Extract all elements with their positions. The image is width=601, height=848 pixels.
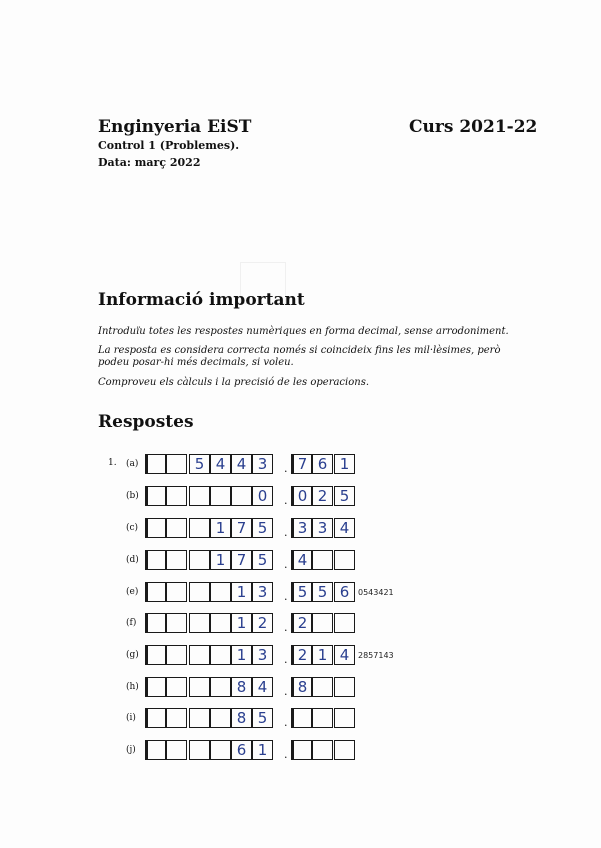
- integer-digit-box[interactable]: [210, 582, 231, 602]
- decimal-point: .: [284, 716, 288, 729]
- integer-digit-box[interactable]: 5: [252, 708, 273, 728]
- extra-decimals: 2857143: [358, 651, 394, 660]
- decimal-point: .: [284, 558, 288, 571]
- decimal-digit-box[interactable]: [312, 613, 333, 633]
- decimal-digit-box[interactable]: 1: [312, 645, 333, 665]
- integer-digit-box[interactable]: [145, 708, 166, 728]
- exam-subtitle: Control 1 (Problemes).: [98, 139, 240, 152]
- integer-digit-box[interactable]: 1: [231, 613, 252, 633]
- decimal-digit-box[interactable]: 5: [334, 486, 355, 506]
- integer-digit-box[interactable]: [145, 582, 166, 602]
- integer-digit-box[interactable]: 1: [252, 740, 273, 760]
- integer-digit-box[interactable]: [166, 677, 187, 697]
- decimal-digit-box[interactable]: 2: [291, 645, 312, 665]
- answers-title: Respostes: [98, 412, 194, 432]
- integer-digit-box[interactable]: [145, 740, 166, 760]
- decimal-digit-box[interactable]: 5: [291, 582, 312, 602]
- integer-digit-box[interactable]: 8: [231, 708, 252, 728]
- decimal-digit-box[interactable]: [312, 708, 333, 728]
- integer-digit-box[interactable]: [189, 708, 210, 728]
- answer-label: (b): [126, 491, 139, 501]
- integer-digit-box[interactable]: 7: [231, 550, 252, 570]
- decimal-digit-box[interactable]: 4: [334, 518, 355, 538]
- integer-digit-box[interactable]: 1: [231, 645, 252, 665]
- integer-digit-box[interactable]: 4: [252, 677, 273, 697]
- decimal-digit-box[interactable]: [312, 677, 333, 697]
- question-number: 1.: [108, 458, 117, 468]
- integer-digit-box[interactable]: 0: [252, 486, 273, 506]
- decimal-digit-box[interactable]: 8: [291, 677, 312, 697]
- decimal-point: .: [284, 526, 288, 539]
- integer-digit-box[interactable]: [189, 518, 210, 538]
- decimal-digit-box[interactable]: [334, 708, 355, 728]
- decimal-digit-box[interactable]: [334, 677, 355, 697]
- decimal-digit-box[interactable]: [312, 550, 333, 570]
- decimal-digit-box[interactable]: [334, 740, 355, 760]
- integer-digit-box[interactable]: [210, 486, 231, 506]
- integer-digit-box[interactable]: [210, 740, 231, 760]
- integer-digit-box[interactable]: [210, 645, 231, 665]
- integer-digit-box[interactable]: 4: [210, 454, 231, 474]
- answer-row: [0, 518, 601, 540]
- course-year: Curs 2021-22: [409, 117, 538, 137]
- answer-label: (a): [126, 459, 139, 469]
- decimal-digit-box[interactable]: [312, 740, 333, 760]
- answer-label: (j): [126, 745, 136, 755]
- integer-digit-box[interactable]: [210, 708, 231, 728]
- integer-digit-box[interactable]: [210, 677, 231, 697]
- integer-digit-box[interactable]: 5: [189, 454, 210, 474]
- extra-decimals: 0543421: [358, 588, 394, 597]
- answer-label: (e): [126, 587, 139, 597]
- decimal-digit-box[interactable]: 4: [291, 550, 312, 570]
- answer-label: (g): [126, 650, 139, 660]
- answer-row: [0, 582, 601, 604]
- answer-label: (f): [126, 618, 137, 628]
- decimal-point: .: [284, 748, 288, 761]
- exam-date: Data: març 2022: [98, 156, 201, 169]
- info-line-1: Introduïu totes les respostes numèriques en forma decimal, sense arrodoniment.: [98, 326, 509, 337]
- integer-digit-box[interactable]: [145, 645, 166, 665]
- integer-digit-box[interactable]: [145, 518, 166, 538]
- integer-digit-box[interactable]: [166, 486, 187, 506]
- decimal-digit-box[interactable]: 2: [312, 486, 333, 506]
- integer-digit-box[interactable]: 1: [210, 518, 231, 538]
- integer-digit-box[interactable]: 1: [210, 550, 231, 570]
- answer-label: (c): [126, 523, 139, 533]
- decimal-digit-box[interactable]: 3: [291, 518, 312, 538]
- integer-digit-box[interactable]: [189, 645, 210, 665]
- integer-digit-box[interactable]: 6: [231, 740, 252, 760]
- answer-row: [0, 740, 601, 762]
- integer-digit-box[interactable]: [145, 550, 166, 570]
- answer-label: (d): [126, 555, 139, 565]
- info-title: Informació important: [98, 290, 305, 310]
- decimal-point: .: [284, 685, 288, 698]
- answer-row: [0, 454, 601, 476]
- decimal-digit-box[interactable]: 6: [334, 582, 355, 602]
- integer-digit-box[interactable]: [189, 550, 210, 570]
- answer-row: [0, 677, 601, 699]
- decimal-digit-box[interactable]: 4: [334, 645, 355, 665]
- integer-digit-box[interactable]: [145, 454, 166, 474]
- integer-digit-box[interactable]: 5: [252, 518, 273, 538]
- answer-row: [0, 486, 601, 508]
- integer-digit-box[interactable]: [166, 613, 187, 633]
- info-line-3: Comproveu els càlculs i la precisió de les operacions.: [98, 377, 370, 388]
- answer-label: (h): [126, 682, 139, 692]
- integer-digit-box[interactable]: [145, 677, 166, 697]
- integer-digit-box[interactable]: [166, 454, 187, 474]
- decimal-digit-box[interactable]: 5: [312, 582, 333, 602]
- integer-digit-box[interactable]: 3: [252, 454, 273, 474]
- integer-digit-box[interactable]: [166, 645, 187, 665]
- integer-digit-box[interactable]: [189, 740, 210, 760]
- answer-row: [0, 708, 601, 730]
- integer-digit-box[interactable]: [145, 486, 166, 506]
- info-line-2: La resposta es considera correcta només si coincideix fins les mil·lèsimes, però podeu posar-hi més decimals, si voleu.: [98, 345, 501, 368]
- decimal-digit-box[interactable]: 2: [291, 613, 312, 633]
- integer-digit-box[interactable]: [145, 613, 166, 633]
- decimal-point: .: [284, 590, 288, 603]
- integer-digit-box[interactable]: [231, 486, 252, 506]
- integer-digit-box[interactable]: 3: [252, 582, 273, 602]
- decimal-digit-box[interactable]: 1: [334, 454, 355, 474]
- integer-digit-box[interactable]: [189, 582, 210, 602]
- answer-label: (i): [126, 713, 136, 723]
- decimal-digit-box[interactable]: [291, 708, 312, 728]
- decimal-point: .: [284, 653, 288, 666]
- decimal-point: .: [284, 494, 288, 507]
- integer-digit-box[interactable]: [166, 518, 187, 538]
- integer-digit-box[interactable]: [189, 677, 210, 697]
- answer-row: [0, 613, 601, 635]
- decimal-digit-box[interactable]: [334, 613, 355, 633]
- integer-digit-box[interactable]: 1: [231, 582, 252, 602]
- answer-row: [0, 645, 601, 667]
- integer-digit-box[interactable]: [166, 582, 187, 602]
- decimal-digit-box[interactable]: [291, 740, 312, 760]
- integer-digit-box[interactable]: 8: [231, 677, 252, 697]
- course-title: Enginyeria EiST: [98, 117, 252, 137]
- decimal-digit-box[interactable]: 3: [312, 518, 333, 538]
- integer-digit-box[interactable]: 7: [231, 518, 252, 538]
- answer-row: [0, 550, 601, 572]
- integer-digit-box[interactable]: [166, 740, 187, 760]
- integer-digit-box[interactable]: [166, 708, 187, 728]
- decimal-digit-box[interactable]: 7: [291, 454, 312, 474]
- decimal-digit-box[interactable]: [334, 550, 355, 570]
- decimal-point: .: [284, 621, 288, 634]
- integer-digit-box[interactable]: 4: [231, 454, 252, 474]
- integer-digit-box[interactable]: 3: [252, 645, 273, 665]
- integer-digit-box[interactable]: 5: [252, 550, 273, 570]
- integer-digit-box[interactable]: [189, 613, 210, 633]
- integer-digit-box[interactable]: [166, 550, 187, 570]
- decimal-digit-box[interactable]: 0: [291, 486, 312, 506]
- decimal-digit-box[interactable]: 6: [312, 454, 333, 474]
- integer-digit-box[interactable]: [189, 486, 210, 506]
- integer-digit-box[interactable]: [210, 613, 231, 633]
- integer-digit-box[interactable]: 2: [252, 613, 273, 633]
- decimal-point: .: [284, 462, 288, 475]
